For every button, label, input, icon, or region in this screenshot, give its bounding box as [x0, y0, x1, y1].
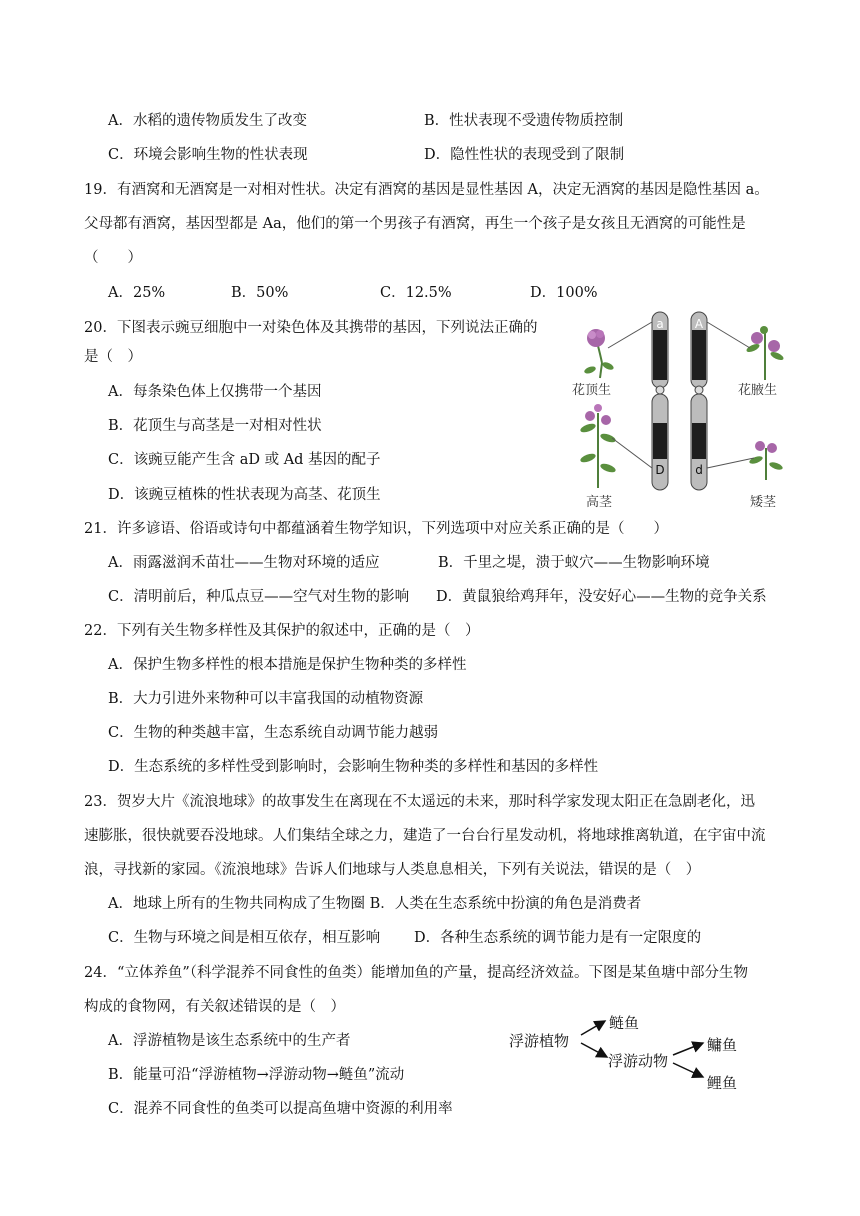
- q23-stem-line2: 速膨胀，很快就要吞没地球。人们集结全球之力，建造了一台台行星发动机，将地球推离轨道，在宇宙中流: [84, 828, 766, 844]
- chromosome-figure: [560, 308, 790, 513]
- node-bighead-carp: 鳙鱼: [707, 1036, 738, 1054]
- q24-option-b: B．能量可沿“浮游植物→浮游动物→鲢鱼”流动: [108, 1067, 405, 1083]
- q23-option-d: D．各种生态系统的调节能力是有一定限度的: [414, 930, 702, 946]
- node-common-carp: 鲤鱼: [707, 1074, 738, 1092]
- q20-option-d: D．该豌豆植株的性状表现为高茎、花顶生: [108, 487, 381, 503]
- axillary-flower-icon: [745, 326, 784, 380]
- q18-option-d: D．隐性性状的表现受到了限制: [424, 147, 625, 163]
- q23-option-ab: A．地球上所有的生物共同构成了生物圈 B．人类在生态系统中扮演的角色是消费者: [108, 896, 642, 912]
- q19-option-b: B．50%: [231, 285, 289, 301]
- q20-option-c: C．该豌豆能产生含 aD 或 Ad 基因的配子: [108, 452, 381, 468]
- q19-stem-line2: 父母都有酒窝，基因型都是 Aa，他们的第一个男孩子有酒窝，再生一个孩子是女孩且无酒窝的可能性是: [84, 216, 746, 232]
- q19-option-c: C．12.5%: [380, 285, 452, 301]
- short-stem-plant-icon: [748, 441, 783, 480]
- label-short-stem: 矮茎: [750, 495, 777, 510]
- q24-stem-line2: 构成的食物网，有关叙述错误的是（ ）: [84, 999, 345, 1015]
- terminal-flower-icon: [583, 329, 614, 378]
- gene-label-d: d: [695, 463, 703, 477]
- q21-option-b: B．千里之堤，溃于蚁穴——生物影响环境: [438, 555, 710, 571]
- node-silver-carp: 鲢鱼: [609, 1014, 640, 1032]
- q24-stem-line1: 24．“立体养鱼”（科学混养不同食性的鱼类）能增加鱼的产量，提高经济效益。下图是某鱼塘中部分生物: [84, 965, 749, 981]
- node-zooplankton: 浮游动物: [608, 1052, 669, 1070]
- q21-option-a: A．雨露滋润禾苗壮——生物对环境的适应: [108, 555, 380, 571]
- node-phytoplankton: 浮游植物: [509, 1032, 570, 1050]
- tall-stem-plant-icon: [579, 404, 616, 488]
- q21-option-c: C．清明前后，种瓜点豆——空气对生物的影响: [108, 589, 410, 605]
- q22-option-a: A．保护生物多样性的根本措施是保护生物种类的多样性: [108, 657, 467, 673]
- q21-option-d: D．黄鼠狼给鸡拜年，没安好心——生物的竞争关系: [436, 589, 767, 605]
- gene-label-A: A: [694, 317, 704, 331]
- q22-option-c: C．生物的种类越丰富，生态系统自动调节能力越弱: [108, 725, 439, 741]
- label-terminal-flower: 花顶生: [572, 383, 612, 398]
- q22-option-d: D．生态系统的多样性受到影响时，会影响生物种类的多样性和基因的多样性: [108, 759, 599, 775]
- q22-stem-line1: 22．下列有关生物多样性及其保护的叙述中，正确的是（ ）: [84, 623, 480, 639]
- q23-option-c: C．生物与环境之间是相互依存，相互影响: [108, 930, 381, 946]
- q24-option-c: C．混养不同食性的鱼类可以提高鱼塘中资源的利用率: [108, 1101, 453, 1117]
- q18-option-a: A．水稻的遗传物质发生了改变: [108, 113, 307, 129]
- label-tall-stem: 高茎: [586, 495, 613, 510]
- q23-stem-line3: 浪，寻找新的家园。《流浪地球》告诉人们地球与人类息息相关，下列有关说法，错误的是（ ）: [84, 862, 701, 878]
- gene-label-a: a: [656, 317, 664, 331]
- food-web-diagram: [505, 1005, 755, 1100]
- q24-option-a: A．浮游植物是该生态系统中的生产者: [108, 1033, 351, 1049]
- q19-option-d: D．100%: [530, 285, 598, 301]
- q19-stem-line1: 19．有酒窝和无酒窝是一对相对性状。决定有酒窝的基因是显性基因 A，决定无酒窝的基因是隐性基因 a。: [84, 182, 769, 198]
- q20-option-b: B．花顶生与高茎是一对相对性状: [108, 418, 322, 434]
- q18-option-c: C．环境会影响生物的性状表现: [108, 147, 308, 163]
- q19-option-a: A．25%: [108, 285, 166, 301]
- q20-option-a: A．每条染色体上仅携带一个基因: [108, 384, 322, 400]
- q18-option-b: B．性状表现不受遗传物质控制: [424, 113, 624, 129]
- q22-option-b: B．大力引进外来物种可以丰富我国的动植物资源: [108, 691, 424, 707]
- q19-stem-line3: （ ）: [84, 250, 142, 266]
- gene-label-D: D: [655, 463, 665, 477]
- q21-stem-line1: 21．许多谚语、俗语或诗句中都蕴涵着生物学知识，下列选项中对应关系正确的是（ ）: [84, 521, 668, 537]
- label-axillary-flower: 花腋生: [738, 383, 778, 398]
- q20-stem-line2: 是（ ）: [84, 349, 142, 365]
- q23-stem-line1: 23．贺岁大片《流浪地球》的故事发生在离现在不太遥远的未来，那时科学家发现太阳正在急剧老化，迅: [84, 794, 755, 810]
- q20-stem-line1: 20．下图表示豌豆细胞中一对染色体及其携带的基因，下列说法正确的: [84, 320, 538, 336]
